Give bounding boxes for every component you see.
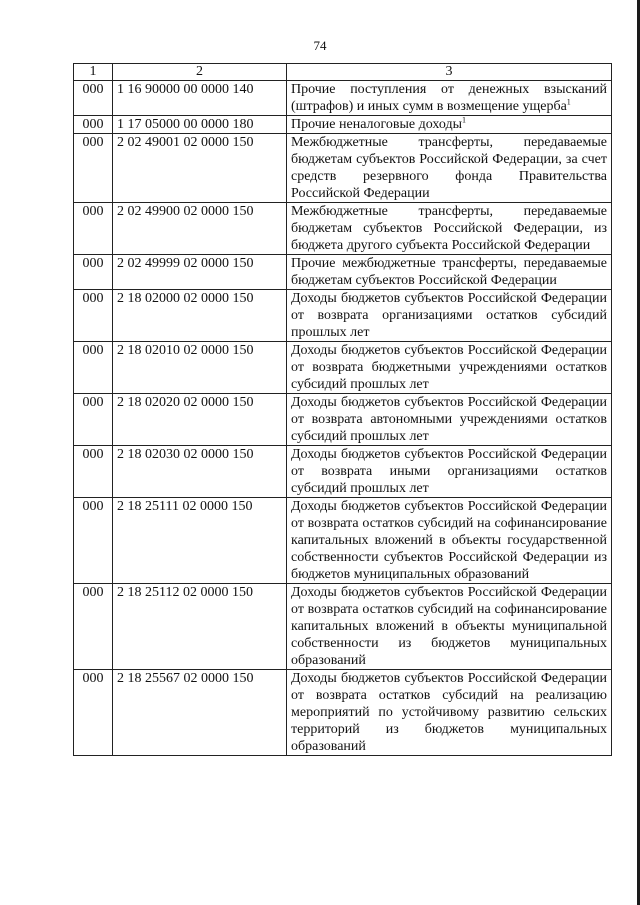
budget-code-cell: 2 02 49999 02 0000 150: [113, 255, 287, 290]
budget-code-cell: 2 18 02000 02 0000 150: [113, 290, 287, 342]
revenue-name-cell: Межбюджетные трансферты, передаваемые бюджетам субъектов Российской Федерации, за счет средств резервного фонда Правительства Российской Федерации: [287, 134, 612, 203]
table-row: [74, 255, 612, 290]
budget-code-cell: 2 18 25112 02 0000 150: [113, 584, 287, 670]
revenue-name-cell: Межбюджетные трансферты, передаваемые бюджетам субъектов Российской Федерации, из бюджета другого субъекта Российской Федерации: [287, 203, 612, 255]
revenue-name-cell: Доходы бюджетов субъектов Российской Федерации от возврата остатков субсидий на реализацию мероприятий по устойчивому развитию сельских территорий из бюджетов муниципальных образований: [287, 670, 612, 756]
page-number: 74: [313, 38, 327, 53]
revenue-codes-table: [73, 63, 612, 756]
table-row: [74, 394, 612, 446]
table-row: [74, 446, 612, 498]
table-row: [74, 290, 612, 342]
budget-code-cell: 2 18 02010 02 0000 150: [113, 342, 287, 394]
table-row: [74, 81, 612, 116]
revenue-name-cell: Доходы бюджетов субъектов Российской Федерации от возврата остатков субсидий на софинансирование капитальных вложений в объекты государственной собственности субъектов Российской Федерации из бюджетов муниципальных образований: [287, 498, 612, 584]
revenue-name-cell: Доходы бюджетов субъектов Российской Федерации от возврата организациями остатков субсидий прошлых лет: [287, 290, 612, 342]
column-header-2: 2: [113, 64, 287, 81]
admin-code-cell: 000: [74, 203, 113, 255]
revenue-name-cell: Доходы бюджетов субъектов Российской Федерации от возврата иными организациями остатков субсидий прошлых лет: [287, 446, 612, 498]
admin-code-cell: 000: [74, 134, 113, 203]
revenue-name-text: Прочие поступления от денежных взысканий (штрафов) и иных сумм в возмещение ущерба: [291, 82, 607, 114]
budget-code-cell: 2 02 49900 02 0000 150: [113, 203, 287, 255]
admin-code-cell: 000: [74, 394, 113, 446]
revenue-name-cell: Доходы бюджетов субъектов Российской Федерации от возврата автономными учреждениями остатков субсидий прошлых лет: [287, 394, 612, 446]
table-row: [74, 584, 612, 670]
revenue-name-cell: Прочие межбюджетные трансферты, передаваемые бюджетам субъектов Российской Федерации: [287, 255, 612, 290]
table-row: [74, 670, 612, 756]
table-row: [74, 116, 612, 134]
budget-code-cell: 2 18 02020 02 0000 150: [113, 394, 287, 446]
budget-code-cell: 2 02 49001 02 0000 150: [113, 134, 287, 203]
admin-code-cell: 000: [74, 670, 113, 756]
column-header-3: 3: [287, 64, 612, 81]
revenue-name-cell: [287, 116, 612, 134]
revenue-name-cell: [287, 81, 612, 116]
table-row: [74, 203, 612, 255]
table-header-row: [74, 64, 612, 81]
admin-code-cell: 000: [74, 290, 113, 342]
footnote-marker: 1: [462, 115, 467, 125]
admin-code-cell: 000: [74, 584, 113, 670]
table-row: [74, 342, 612, 394]
admin-code-cell: 000: [74, 342, 113, 394]
budget-code-cell: 2 18 02030 02 0000 150: [113, 446, 287, 498]
table-row: [74, 498, 612, 584]
admin-code-cell: 000: [74, 116, 113, 134]
budget-code-cell: 2 18 25111 02 0000 150: [113, 498, 287, 584]
budget-code-cell: 1 16 90000 00 0000 140: [113, 81, 287, 116]
admin-code-cell: 000: [74, 498, 113, 584]
column-header-1: 1: [74, 64, 113, 81]
budget-code-cell: 1 17 05000 00 0000 180: [113, 116, 287, 134]
table-row: [74, 134, 612, 203]
revenue-name-text: Прочие неналоговые доходы: [291, 117, 463, 132]
revenue-name-cell: Доходы бюджетов субъектов Российской Федерации от возврата остатков субсидий на софинансирование капитальных вложений в объекты муниципальной собственности из бюджетов муниципальных образований: [287, 584, 612, 670]
revenue-name-cell: Доходы бюджетов субъектов Российской Федерации от возврата бюджетными учреждениями остатков субсидий прошлых лет: [287, 342, 612, 394]
footnote-marker: 1: [566, 97, 571, 107]
budget-code-cell: 2 18 25567 02 0000 150: [113, 670, 287, 756]
admin-code-cell: 000: [74, 255, 113, 290]
admin-code-cell: 000: [74, 81, 113, 116]
admin-code-cell: 000: [74, 446, 113, 498]
